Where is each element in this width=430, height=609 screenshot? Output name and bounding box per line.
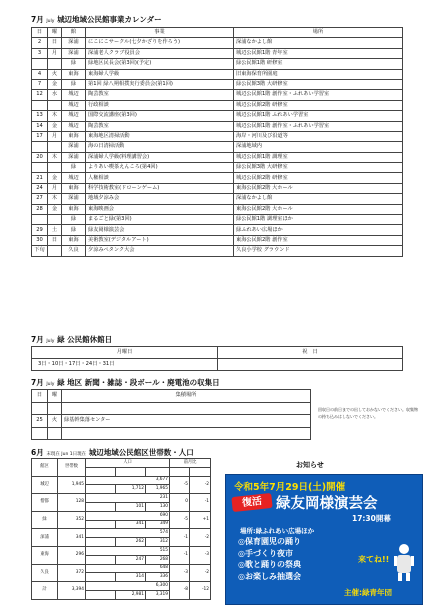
population-cell: 352 <box>58 511 86 529</box>
calendar-row <box>32 142 403 152</box>
calendar-cell: 東海公民館2階 大ホール <box>234 183 403 193</box>
calendar-cell: 木 <box>48 152 62 162</box>
calendar-cell: 4 <box>32 69 48 79</box>
collection-weekday: 火 <box>48 415 62 428</box>
closed-days-table <box>31 346 403 371</box>
population-cell: 341 <box>58 529 86 547</box>
calendar-cell: まるごと緑(第3回) <box>86 215 234 225</box>
calendar-cell: 城辺公民館1階 青年室 <box>234 48 403 58</box>
calendar-cell <box>48 100 62 110</box>
calendar-cell: 城辺公民館2階 研修室 <box>234 173 403 183</box>
population-header-cell: 館区 <box>32 459 58 477</box>
calendar-cell: 24 <box>32 183 48 193</box>
calendar-cell: 海の日清掃活動 <box>86 142 234 152</box>
calendar-cell: 金 <box>48 79 62 89</box>
calendar-cell: 東海 <box>62 69 86 79</box>
population-title: 6月 末現在 Jun 1日現在 城辺地域公民館区世帯数・人口 <box>31 448 194 457</box>
population-cell: -3 <box>190 546 211 564</box>
calendar-cell <box>32 163 48 173</box>
population-cell: 128 <box>58 494 86 512</box>
poster-time: 17:30開幕 <box>352 514 391 523</box>
calendar-cell: 木 <box>48 111 62 121</box>
calendar-cell: 深浦 <box>62 142 86 152</box>
event-calendar-table <box>31 27 403 257</box>
population-cell: 1,965 <box>146 485 170 494</box>
calendar-cell: 夕涼みペタンク大会 <box>86 246 234 256</box>
population-cell: 296 <box>58 546 86 564</box>
poster-come: 来てね!! <box>358 555 390 564</box>
poster-item: ◎手づくり夜市 <box>238 548 293 558</box>
calendar-cell: 月 <box>48 183 62 193</box>
calendar-cell: 陶芸教室 <box>86 121 234 131</box>
population-cell: -1 <box>170 546 190 564</box>
population-cell: 336 <box>146 573 170 582</box>
collection-note: 回収日の前日までの出しておかないでください。収集物の持ち込みはしないでください。 <box>318 407 418 420</box>
closed-days-title: 7月 July 緑 公民館休館日 <box>31 335 113 344</box>
calendar-cell: 28 <box>32 204 48 214</box>
calendar-cell: 久良小学校 グラウンド <box>234 246 403 256</box>
calendar-cell: 深浦 <box>62 38 86 48</box>
calendar-cell: 東海公民館2階 創作室 <box>234 235 403 245</box>
collection-table <box>31 389 311 440</box>
calendar-cell: 城辺 <box>62 173 86 183</box>
calendar-row <box>32 204 403 214</box>
collection-place: 緑基幹集落センター <box>62 415 311 428</box>
calendar-cell: 金 <box>48 173 62 183</box>
poster-item: ◎お楽しみ抽選会 <box>238 571 301 581</box>
calendar-cell <box>32 59 48 69</box>
revival-badge: 復活 <box>231 493 272 512</box>
population-cell: -12 <box>190 582 211 600</box>
population-cell: 緑 <box>32 511 58 529</box>
calendar-header-cell: 事業 <box>86 28 234 38</box>
calendar-cell: 東海地区清掃活動 <box>86 131 234 141</box>
collection-title: 7月 July 緑 地区 新聞・雑誌・段ボール・廃電池の収集日 <box>31 378 220 387</box>
collection-header-weekday: 曜 <box>48 390 62 403</box>
population-header-cell: 人口 <box>86 459 170 468</box>
calendar-cell: 月 <box>48 131 62 141</box>
calendar-row <box>32 90 403 100</box>
population-cell: 0 <box>170 494 190 512</box>
collection-header-day: 日 <box>32 390 48 403</box>
population-cell: 341 <box>116 520 146 529</box>
holiday-dates <box>218 359 403 371</box>
population-cell: -8 <box>170 582 190 600</box>
population-cell: 僧都 <box>32 494 58 512</box>
calendar-cell <box>48 163 62 173</box>
calendar-cell <box>48 59 62 69</box>
holiday-header: 祝 日 <box>218 347 403 359</box>
calendar-row <box>32 79 403 89</box>
calendar-cell: 緑公民館1階 研修室 <box>234 59 403 69</box>
calendar-cell: 科学技術教室(ドローンゲーム) <box>86 183 234 193</box>
calendar-cell: 13 <box>32 111 48 121</box>
calendar-cell: 月 <box>48 48 62 58</box>
population-cell: 久良 <box>32 564 58 582</box>
calendar-cell: 深浦 <box>62 152 86 162</box>
calendar-cell: 金 <box>48 121 62 131</box>
calendar-cell: 30 <box>32 235 48 245</box>
population-cell: -1 <box>170 529 190 547</box>
calendar-title: 7月 July 城辺地域公民館事業カレンダー <box>31 15 162 24</box>
calendar-cell: 城辺 <box>62 121 86 131</box>
calendar-cell: よりあい喫茶えんころ(第4回) <box>86 163 234 173</box>
calendar-cell: 久良 <box>62 246 86 256</box>
calendar-row <box>32 215 403 225</box>
calendar-cell: 緑ふれあい広場ほか <box>234 225 403 235</box>
calendar-cell: 東海 <box>62 235 86 245</box>
mascot-figure-icon <box>392 543 416 581</box>
calendar-cell: 日 <box>48 38 62 48</box>
calendar-row <box>32 235 403 245</box>
poster-date: 令和5年7月29日(土)開催 <box>234 482 346 493</box>
population-table <box>31 458 211 600</box>
calendar-cell: 旧東海保育所園庭 <box>234 69 403 79</box>
calendar-cell: にこにこサークル(七夕かざりを作ろう) <box>86 38 234 48</box>
calendar-cell: 海岸・河川及び沿道等 <box>234 131 403 141</box>
population-cell: -2 <box>190 529 211 547</box>
calendar-cell: 緑 <box>62 215 86 225</box>
calendar-cell: 東海婦人学級 <box>86 69 234 79</box>
calendar-cell: 城辺公民館1階 創作室・ふれあい学習室 <box>234 90 403 100</box>
calendar-header-cell: 館 <box>62 28 86 38</box>
calendar-cell: 地域夕涼み会 <box>86 194 234 204</box>
calendar-cell: 緑友岡様演芸会 <box>86 225 234 235</box>
calendar-cell: 東海 <box>62 183 86 193</box>
population-cell: 690 <box>86 511 170 520</box>
collection-day: 25 <box>32 415 48 428</box>
population-cell: 648 <box>86 564 170 573</box>
population-cell: 計 <box>32 582 58 600</box>
population-cell: 349 <box>146 520 170 529</box>
population-cell: +1 <box>190 511 211 529</box>
poster-place: 場所:緑ふれあい広場ほか <box>240 527 315 535</box>
notice-heading: お知らせ <box>296 461 324 469</box>
population-cell: 574 <box>86 529 170 538</box>
population-cell: 城辺 <box>32 476 58 494</box>
population-cell: 深浦 <box>32 529 58 547</box>
calendar-cell: 土 <box>48 225 62 235</box>
population-header-cell: 前月比 <box>170 459 211 468</box>
population-cell: 314 <box>116 573 146 582</box>
calendar-cell: 14 <box>32 121 48 131</box>
population-cell: 1,945 <box>58 476 86 494</box>
calendar-header-cell: 曜 <box>48 28 62 38</box>
calendar-cell: 深浦地域内 <box>234 142 403 152</box>
calendar-cell: 12 <box>32 90 48 100</box>
population-cell: 6,300 <box>86 582 170 591</box>
calendar-cell: 東海 <box>62 131 86 141</box>
calendar-cell: 2 <box>32 38 48 48</box>
calendar-cell: 29 <box>32 225 48 235</box>
poster-title: 緑友岡様演芸会 <box>276 496 378 512</box>
population-cell: -1 <box>190 494 211 512</box>
calendar-cell: 7 <box>32 79 48 89</box>
calendar-cell: 緑公民館3階 大研修室 <box>234 79 403 89</box>
calendar-row <box>32 69 403 79</box>
calendar-cell: 城辺 <box>62 90 86 100</box>
calendar-cell: 東海映画会 <box>86 204 234 214</box>
calendar-cell: 3 <box>32 48 48 58</box>
calendar-cell: 21 <box>32 173 48 183</box>
calendar-row <box>32 48 403 58</box>
population-cell: -2 <box>190 476 211 494</box>
calendar-cell <box>32 215 48 225</box>
calendar-cell: 20 <box>32 152 48 162</box>
calendar-cell: 金 <box>48 204 62 214</box>
calendar-cell: 緑 <box>62 79 86 89</box>
calendar-cell: 第1回 緑八朔相撲実行委員会(第1回) <box>86 79 234 89</box>
population-cell: 372 <box>58 564 86 582</box>
calendar-cell: 27 <box>32 194 48 204</box>
calendar-cell: 行政相談 <box>86 100 234 110</box>
population-cell: 130 <box>146 502 170 511</box>
calendar-cell: 緑 <box>62 225 86 235</box>
poster-item: ◎歌と踊りの祭典 <box>238 560 301 569</box>
population-cell: 101 <box>116 502 146 511</box>
population-cell: 東海 <box>32 546 58 564</box>
calendar-row <box>32 100 403 110</box>
calendar-cell: 深浦なかよし館 <box>234 194 403 204</box>
population-cell: 231 <box>86 494 170 503</box>
calendar-row <box>32 131 403 141</box>
population-cell: 268 <box>146 555 170 564</box>
collection-header-place: 集積場所 <box>62 390 311 403</box>
calendar-cell: 17 <box>32 131 48 141</box>
calendar-cell: 東海公民館2階 大ホール <box>234 204 403 214</box>
calendar-cell: 水 <box>48 90 62 100</box>
population-cell: 2,981 <box>116 590 146 599</box>
calendar-header-cell: 日 <box>32 28 48 38</box>
calendar-cell: 城辺公民館1階 ふれあい学習室 <box>234 111 403 121</box>
population-cell: 3,677 <box>86 476 170 485</box>
calendar-cell: 人権相談 <box>86 173 234 183</box>
population-cell: 3,394 <box>58 582 86 600</box>
poster-host: 主催:緑青年団 <box>344 588 392 597</box>
population-cell: -5 <box>170 511 190 529</box>
calendar-row <box>32 173 403 183</box>
calendar-cell: 美術教室(デジタルアート) <box>86 235 234 245</box>
calendar-cell: 国際交流講座(第3回) <box>86 111 234 121</box>
calendar-row <box>32 183 403 193</box>
calendar-row <box>32 225 403 235</box>
calendar-row <box>32 121 403 131</box>
calendar-cell: 下旬 <box>32 246 48 256</box>
calendar-cell: 城辺公民館2階 研修室 <box>234 100 403 110</box>
calendar-cell <box>32 142 48 152</box>
calendar-cell: 城辺 <box>62 100 86 110</box>
calendar-cell: 東海 <box>62 204 86 214</box>
calendar-cell <box>32 100 48 110</box>
calendar-row <box>32 163 403 173</box>
calendar-header-cell: 場所 <box>234 28 403 38</box>
calendar-cell <box>48 142 62 152</box>
population-header-cell: 世帯数 <box>58 459 86 477</box>
calendar-cell <box>48 215 62 225</box>
calendar-row <box>32 111 403 121</box>
calendar-cell: 深浦 <box>62 48 86 58</box>
calendar-cell: 日 <box>48 235 62 245</box>
calendar-cell: 緑 <box>62 59 86 69</box>
calendar-cell: 緑 <box>62 163 86 173</box>
population-cell: 262 <box>116 538 146 547</box>
calendar-cell: 緑地区民長会(第3回)(予定) <box>86 59 234 69</box>
population-cell: -2 <box>190 564 211 582</box>
population-cell: 312 <box>146 538 170 547</box>
population-cell: -5 <box>170 476 190 494</box>
calendar-cell: 城辺公民館1階 創作室・ふれあい学習室 <box>234 121 403 131</box>
calendar-cell: 城辺公民館1階 調理室 <box>234 152 403 162</box>
population-cell: 1,712 <box>116 485 146 494</box>
calendar-cell: 緑公民館3階 大研修室 <box>234 163 403 173</box>
calendar-cell <box>48 246 62 256</box>
calendar-cell: 緑公民館1階 調理室ほか <box>234 215 403 225</box>
event-poster <box>225 474 423 605</box>
population-cell: 515 <box>86 546 170 555</box>
calendar-cell: 木 <box>48 194 62 204</box>
calendar-row <box>32 59 403 69</box>
population-cell: -3 <box>170 564 190 582</box>
calendar-cell: 深浦 <box>62 194 86 204</box>
calendar-cell: 陶芸教室 <box>86 90 234 100</box>
calendar-cell: 深浦なかよし館 <box>234 38 403 48</box>
calendar-cell: 火 <box>48 69 62 79</box>
monday-dates: 3日・10日・17日・24日・31日 <box>32 359 218 371</box>
calendar-row <box>32 246 403 256</box>
calendar-row <box>32 194 403 204</box>
poster-items <box>238 536 301 582</box>
poster-item: ◎保育園児の踊り <box>238 537 301 546</box>
calendar-row <box>32 38 403 48</box>
monday-header: 月曜日 <box>32 347 218 359</box>
calendar-cell: 深浦婦人学級(料理講習会) <box>86 152 234 162</box>
calendar-row <box>32 152 403 162</box>
population-cell: 247 <box>116 555 146 564</box>
population-cell: 3,319 <box>146 590 170 599</box>
calendar-cell: 城辺 <box>62 111 86 121</box>
calendar-cell: 深浦老人クラブ役員会 <box>86 48 234 58</box>
